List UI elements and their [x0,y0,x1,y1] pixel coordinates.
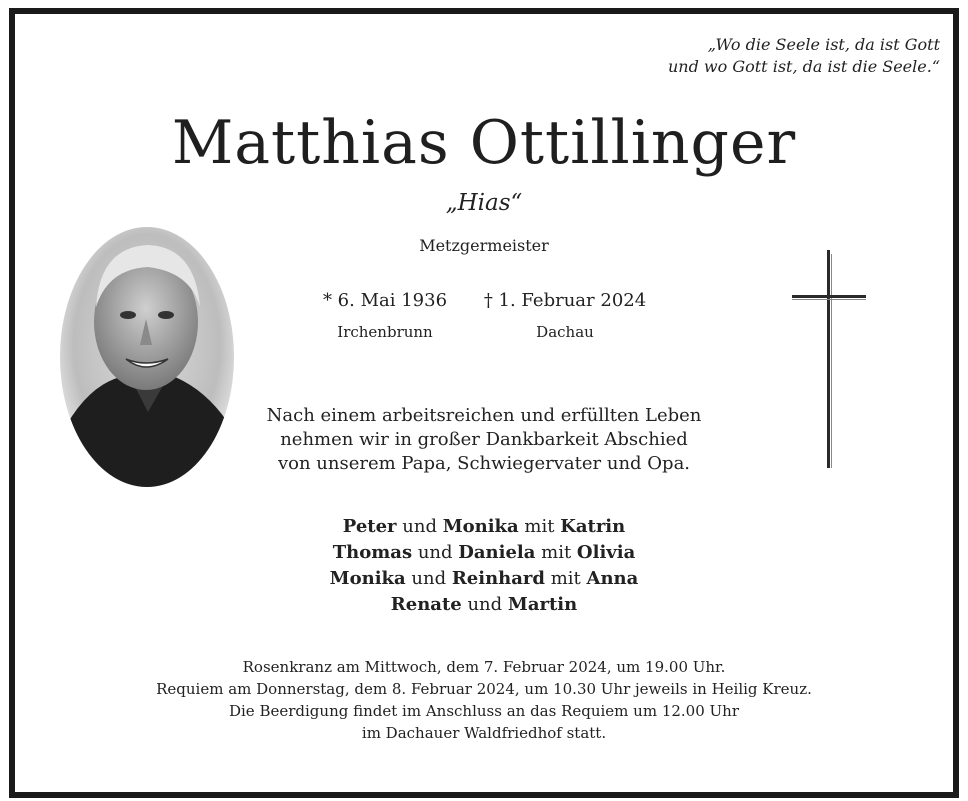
family-name: Peter [342,516,397,537]
family-name: Daniela [458,542,536,563]
birth-info [310,290,460,341]
family-name: Renate [390,594,462,615]
family-name: Monika [329,568,406,589]
intro-text [0,404,968,476]
family-connector: und [461,594,508,615]
nickname: „Hias“ [445,190,523,216]
death-date: † 1. Februar 2024 [483,290,647,311]
death-info [480,290,650,341]
life-dates [310,290,660,350]
family-name: Thomas [332,542,413,563]
profession: Metzgermeister [419,236,549,255]
deceased-name: Matthias Ottillinger [171,108,797,178]
birth-date: * 6. Mai 1936 [322,290,448,311]
death-place: Dachau [536,323,594,341]
family-name: Olivia [576,542,636,563]
intro-line: nehmen wir in großer Dankbarkeit Abschied [280,429,688,450]
family-name: Anna [586,568,639,589]
family-connector: und [396,516,443,537]
family-line [0,514,968,540]
family-connector: mit [535,542,577,563]
family-list [0,514,968,618]
quote [668,34,940,78]
family-connector: und [412,542,459,563]
family-line [0,540,968,566]
quote-line-2: und wo Gott ist, da ist die Seele.“ [667,57,940,76]
service-line: Die Beerdigung findet im Anschluss an das Requiem um 12.00 Uhr [228,702,740,720]
birth-place: Irchenbrunn [337,323,433,341]
quote-line-1: „Wo die Seele ist, da ist Gott [707,35,940,54]
family-connector: und [405,568,452,589]
family-name: Martin [507,594,578,615]
service-line: Rosenkranz am Mittwoch, dem 7. Februar 2024, um 19.00 Uhr. [242,658,726,676]
family-line [0,566,968,592]
intro-line: von unserem Papa, Schwiegervater und Opa. [277,453,691,474]
family-connector: mit [544,568,587,589]
family-name: Katrin [560,516,626,537]
service-line: Requiem am Donnerstag, dem 8. Februar 2024, um 10.30 Uhr jeweils in Heilig Kreuz. [156,680,812,698]
service-info [0,656,968,744]
family-connector: mit [518,516,561,537]
family-name: Reinhard [451,568,545,589]
family-name: Monika [442,516,519,537]
family-line [0,592,968,618]
intro-line: Nach einem arbeitsreichen und erfüllten Leben [266,405,702,426]
service-line: im Dachauer Waldfriedhof statt. [361,724,607,742]
